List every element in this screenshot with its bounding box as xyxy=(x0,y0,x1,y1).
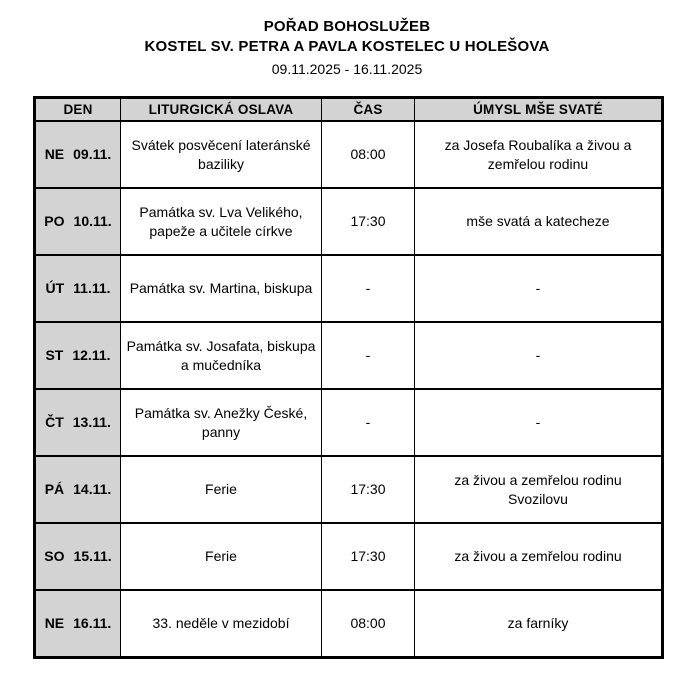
intention-cell: za farníky xyxy=(415,590,663,658)
day-date: 15.11. xyxy=(73,548,112,564)
page-subtitle: KOSTEL SV. PETRA A PAVLA KOSTELEC U HOLEŠOVA xyxy=(144,38,550,55)
day-abbr: ČT xyxy=(45,414,64,430)
page-title: POŘAD BOHOSLUŽEB xyxy=(263,18,431,35)
table-row xyxy=(35,255,663,322)
celebration-cell: Památka sv. Josafata, biskupa a mučedníka xyxy=(121,322,322,389)
day-abbr: ST xyxy=(45,347,64,363)
day-abbr: SO xyxy=(44,548,65,564)
table-header-row xyxy=(35,98,663,122)
day-cell xyxy=(35,523,121,590)
table-row xyxy=(35,590,663,658)
celebration-cell: Ferie xyxy=(121,523,322,590)
column-header-intention: ÚMYSL MŠE SVATÉ xyxy=(415,98,663,122)
time-cell: 08:00 xyxy=(322,590,415,658)
day-cell xyxy=(35,188,121,255)
day-abbr: PO xyxy=(44,213,65,229)
day-cell xyxy=(35,322,121,389)
document-header xyxy=(0,0,694,79)
date-range: 09.11.2025 - 16.11.2025 xyxy=(271,61,423,77)
intention-cell: - xyxy=(415,389,663,456)
day-date: 14.11. xyxy=(73,481,112,497)
day-abbr: PÁ xyxy=(44,481,65,497)
time-cell: 17:30 xyxy=(322,456,415,523)
time-cell: 17:30 xyxy=(322,523,415,590)
intention-cell: za živou a zemřelou rodinu Svozilovu xyxy=(415,456,663,523)
day-date: 16.11. xyxy=(73,615,112,631)
celebration-cell: 33. neděle v mezidobí xyxy=(121,590,322,658)
table-row xyxy=(35,456,663,523)
day-cell xyxy=(35,121,121,188)
day-date: 10.11. xyxy=(73,213,112,229)
column-header-time: ČAS xyxy=(322,98,415,122)
table-row xyxy=(35,121,663,188)
day-abbr: NE xyxy=(44,615,65,631)
time-cell: 17:30 xyxy=(322,188,415,255)
celebration-cell: Památka sv. Lva Velikého, papeže a učitele církve xyxy=(121,188,322,255)
intention-cell: za živou a zemřelou rodinu xyxy=(415,523,663,590)
day-abbr: NE xyxy=(44,146,65,162)
celebration-cell: Svátek posvěcení lateránské baziliky xyxy=(121,121,322,188)
time-cell: 08:00 xyxy=(322,121,415,188)
table-row xyxy=(35,523,663,590)
column-header-day: DEN xyxy=(35,98,121,122)
celebration-cell: Ferie xyxy=(121,456,322,523)
intention-cell: za Josefa Roubalíka a živou a zemřelou rodinu xyxy=(415,121,663,188)
day-date: 13.11. xyxy=(72,414,111,430)
table-row xyxy=(35,389,663,456)
day-cell xyxy=(35,389,121,456)
schedule-body xyxy=(35,121,663,658)
day-date: 11.11. xyxy=(73,280,111,296)
day-cell xyxy=(35,255,121,322)
intention-cell: - xyxy=(415,255,663,322)
intention-cell: mše svatá a katecheze xyxy=(415,188,663,255)
column-header-celebration: LITURGICKÁ OSLAVA xyxy=(121,98,322,122)
day-date: 09.11. xyxy=(73,146,112,162)
time-cell: - xyxy=(322,322,415,389)
day-date: 12.11. xyxy=(72,347,111,363)
time-cell: - xyxy=(322,255,415,322)
day-abbr: ÚT xyxy=(45,280,65,296)
table-row xyxy=(35,188,663,255)
day-cell xyxy=(35,590,121,658)
celebration-cell: Památka sv. Martina, biskupa xyxy=(121,255,322,322)
day-cell xyxy=(35,456,121,523)
schedule-table xyxy=(33,96,664,659)
celebration-cell: Památka sv. Anežky České, panny xyxy=(121,389,322,456)
time-cell: - xyxy=(322,389,415,456)
intention-cell: - xyxy=(415,322,663,389)
table-row xyxy=(35,322,663,389)
